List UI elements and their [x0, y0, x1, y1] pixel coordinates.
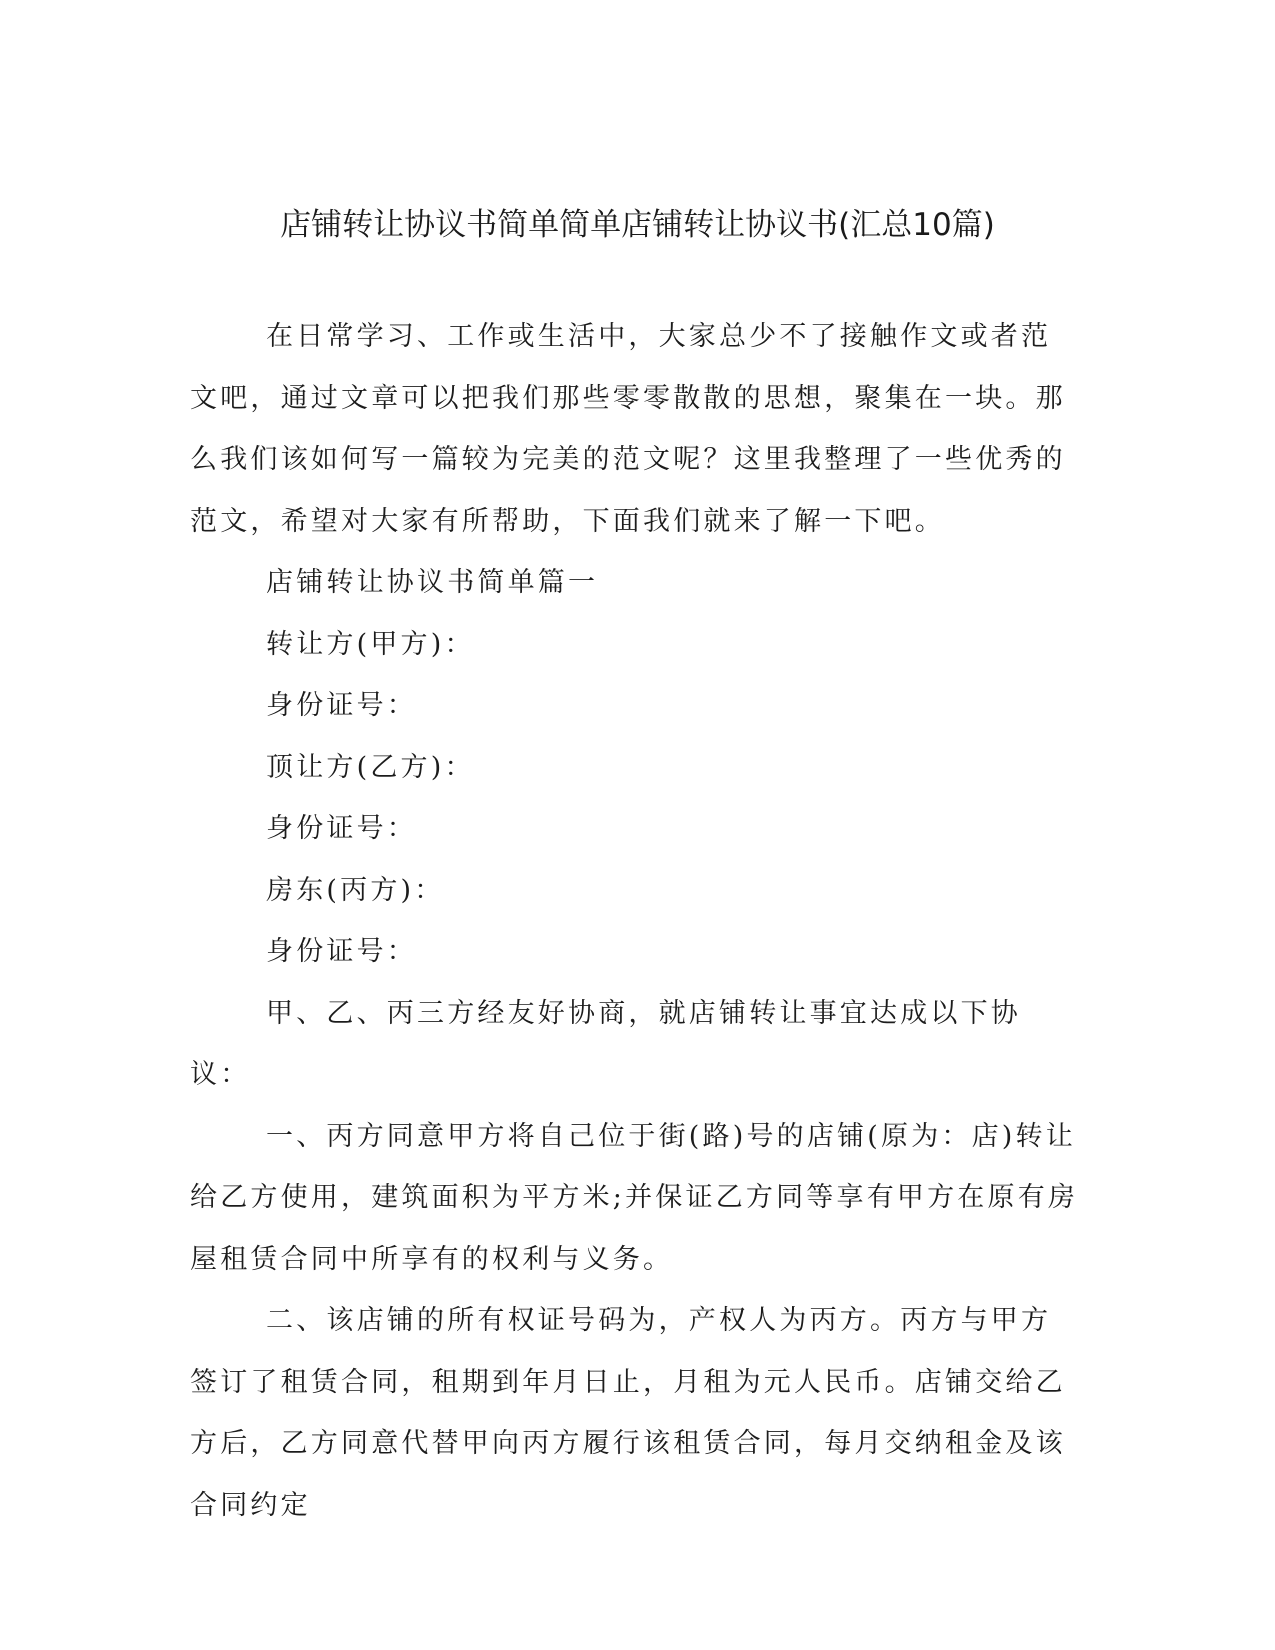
clause-two: 二、该店铺的所有权证号码为，产权人为丙方。丙方与甲方签订了租赁合同，租期到年月日止，月租为元人民币。店铺交给乙方后，乙方同意代替甲向丙方履行该租赁合同，每月交纳租金及该合同约定 [190, 1305, 1066, 1521]
intro-paragraph: 在日常学习、工作或生活中，大家总少不了接触作文或者范文吧，通过文章可以把我们那些零零散散的思想，聚集在一块。那么我们该如何写一篇较为完美的范文呢？这里我整理了一些优秀的范文，希望对大家有所帮助，下面我们就来了解一下吧。 [190, 321, 1066, 537]
document-body [190, 306, 1080, 1536]
document-title: 店铺转让协议书简单简单店铺转让协议书(汇总10篇) [280, 207, 995, 243]
party-b-id-label: 身份证号： [266, 813, 417, 844]
section-heading: 店铺转让协议书简单篇一 [266, 567, 599, 598]
party-c-label: 房东(丙方)： [266, 874, 445, 906]
agreement-preamble: 甲、乙、丙三方经友好协商，就店铺转让事宜达成以下协议： [190, 997, 1021, 1090]
party-a-id-label: 身份证号： [266, 690, 417, 721]
party-c-id-label: 身份证号： [266, 936, 417, 967]
party-a-label: 转让方(甲方)： [266, 628, 475, 660]
clause-one: 一、丙方同意甲方将自己位于街(路)号的店铺(原为：店)转让给乙方使用，建筑面积为平方米;并保证乙方同等享有甲方在原有房屋租赁合同中所享有的权利与义务。 [190, 1120, 1079, 1275]
party-b-label: 顶让方(乙方)： [266, 751, 475, 783]
